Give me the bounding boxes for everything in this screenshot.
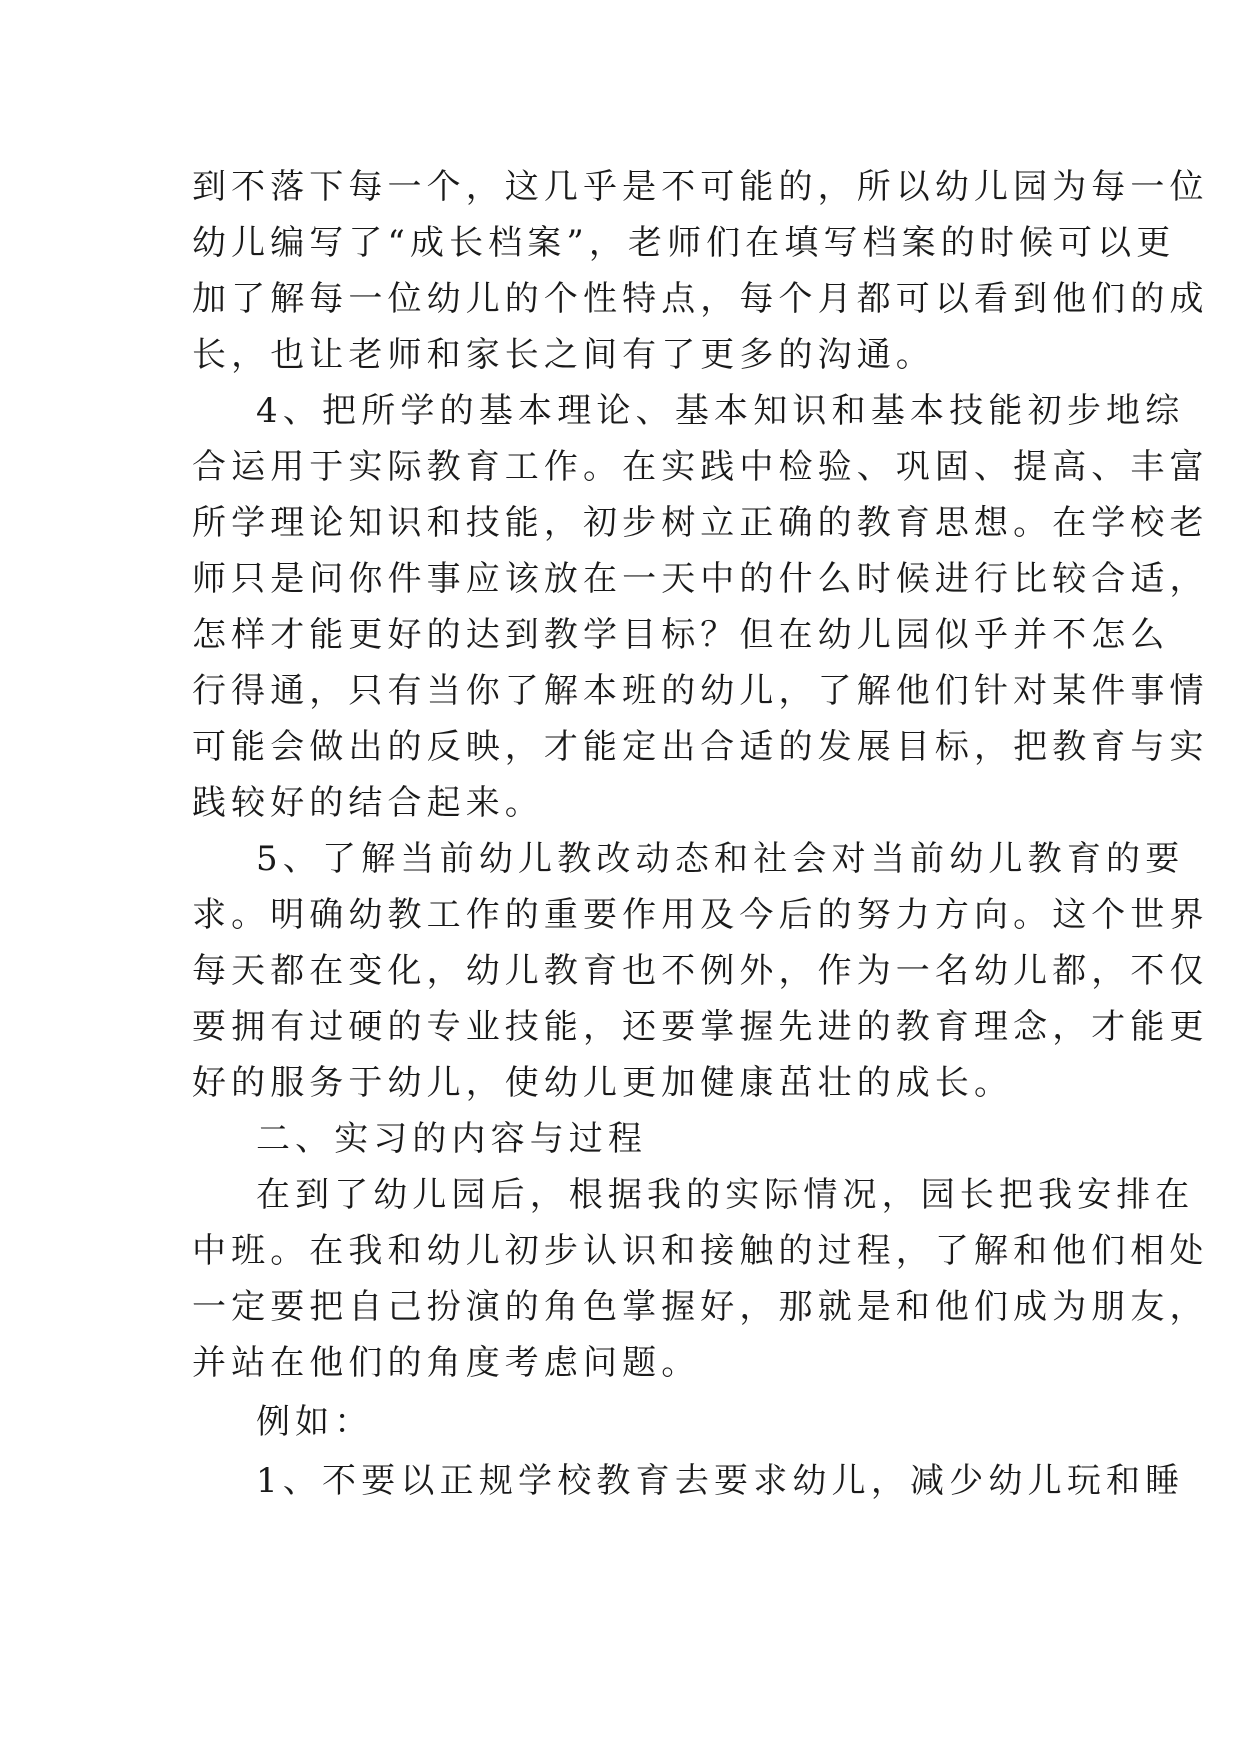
text-line: 例如： xyxy=(256,1402,374,1442)
text-line: 幼儿编写了“成长档案”，老师们在填写档案的时候可以更 xyxy=(192,223,1176,263)
text-line: 可能会做出的反映，才能定出合适的发展目标，把教育与实 xyxy=(192,727,1209,767)
text-line: 践较好的结合起来。 xyxy=(192,783,544,823)
text-line: 在到了幼儿园后，根据我的实际情况，园长把我安排在 xyxy=(256,1175,1195,1215)
text-line: 加了解每一位幼儿的个性特点，每个月都可以看到他们的成 xyxy=(192,279,1209,319)
text-line: 所学理论知识和技能，初步树立正确的教育思想。在学校老 xyxy=(192,503,1209,543)
text-line: 每天都在变化，幼儿教育也不例外，作为一名幼儿都，不仅 xyxy=(192,951,1209,991)
text-line: 并站在他们的角度考虑问题。 xyxy=(192,1343,701,1383)
text-line: 师只是问你件事应该放在一天中的什么时候进行比较合适， xyxy=(192,559,1209,599)
text-line: 怎样才能更好的达到教学目标？但在幼儿园似乎并不怎么 xyxy=(192,615,1170,655)
text-line: 求。明确幼教工作的重要作用及今后的努力方向。这个世界 xyxy=(192,895,1209,935)
text-line: 1、不要以正规学校教育去要求幼儿，减少幼儿玩和睡 xyxy=(256,1461,1185,1501)
text-line: 行得通，只有当你了解本班的幼儿，了解他们针对某件事情 xyxy=(192,671,1209,711)
text-line: 5、了解当前幼儿教改动态和社会对当前幼儿教育的要 xyxy=(256,839,1185,879)
text-line: 中班。在我和幼儿初步认识和接触的过程，了解和他们相处 xyxy=(192,1231,1209,1271)
text-line: 好的服务于幼儿，使幼儿更加健康茁壮的成长。 xyxy=(192,1063,1014,1103)
text-line: 4、把所学的基本理论、基本知识和基本技能初步地综 xyxy=(256,391,1185,431)
text-line: 一定要把自己扮演的角色掌握好，那就是和他们成为朋友， xyxy=(192,1287,1209,1327)
text-line: 要拥有过硬的专业技能，还要掌握先进的教育理念，才能更 xyxy=(192,1007,1209,1047)
text-line: 长，也让老师和家长之间有了更多的沟通。 xyxy=(192,335,935,375)
text-line: 合运用于实际教育工作。在实践中检验、巩固、提高、丰富 xyxy=(192,447,1209,487)
text-line: 到不落下每一个，这几乎是不可能的，所以幼儿园为每一位 xyxy=(192,167,1209,207)
section-heading: 二、实习的内容与过程 xyxy=(256,1119,647,1159)
